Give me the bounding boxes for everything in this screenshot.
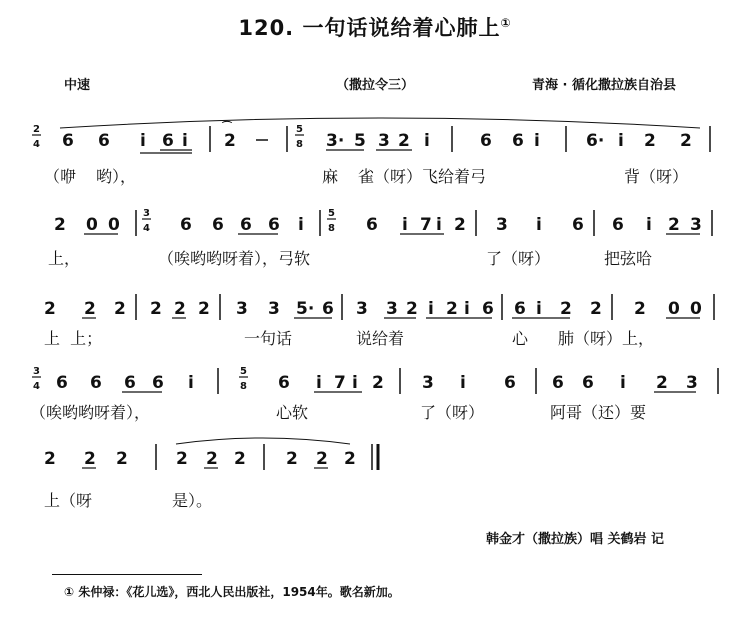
svg-text:6: 6 [240, 215, 252, 235]
tempo-marking: 中速 [64, 78, 91, 93]
lyric-row-3 [0, 326, 750, 348]
footnote-marker: ① [500, 16, 512, 30]
lyric-word: 麻 [322, 167, 339, 186]
svg-text:5: 5 [240, 366, 247, 377]
svg-text:3·: 3· [326, 131, 345, 151]
lyric-word: 说给着 [356, 329, 405, 348]
svg-text:6: 6 [162, 131, 174, 151]
notation-row-3-svg [0, 286, 750, 326]
svg-text:0: 0 [86, 215, 98, 235]
svg-text:i: i [428, 299, 434, 319]
svg-text:6: 6 [480, 131, 492, 151]
svg-text:3: 3 [33, 366, 40, 377]
svg-text:3: 3 [690, 215, 702, 235]
svg-text:7: 7 [420, 215, 432, 235]
lyric-word: 上， [48, 249, 81, 268]
svg-text:5·: 5· [296, 299, 315, 319]
svg-text:6: 6 [514, 299, 526, 319]
svg-text:6: 6 [180, 215, 192, 235]
svg-text:8: 8 [296, 139, 303, 150]
svg-text:⌒: ⌒ [222, 122, 232, 133]
notation-row-1 [0, 118, 750, 158]
tune-name: （撒拉令三） [336, 78, 415, 93]
svg-text:2: 2 [644, 131, 656, 151]
svg-text:5: 5 [328, 208, 335, 219]
svg-text:i: i [618, 131, 624, 151]
svg-text:i: i [316, 373, 322, 393]
svg-text:6: 6 [62, 131, 74, 151]
song-title [0, 12, 750, 42]
svg-text:6: 6 [366, 215, 378, 235]
svg-text:3: 3 [143, 208, 150, 219]
svg-text:3: 3 [386, 299, 398, 319]
svg-text:3: 3 [422, 373, 434, 393]
svg-text:2: 2 [406, 299, 418, 319]
svg-text:6: 6 [56, 373, 68, 393]
notation-row-2 [0, 202, 750, 242]
svg-text:6: 6 [482, 299, 494, 319]
lyric-word: 心 [512, 329, 529, 348]
svg-text:2: 2 [234, 449, 246, 469]
lyric-word: 一句话 [244, 329, 293, 348]
song-title-text: 120. 一句话说给着心肺上 [238, 16, 501, 40]
svg-text:i: i [536, 215, 542, 235]
svg-text:i: i [402, 215, 408, 235]
svg-text:5: 5 [354, 131, 366, 151]
footnote-divider [52, 574, 202, 575]
svg-text:0: 0 [108, 215, 120, 235]
svg-text:7: 7 [334, 373, 346, 393]
lyric-row-5 [0, 488, 750, 510]
notation-row-3 [0, 286, 750, 326]
svg-text:i: i [620, 373, 626, 393]
svg-text:2: 2 [150, 299, 162, 319]
lyric-word: 肺（呀）上， [558, 329, 655, 348]
lyric-word: 背（呀） [624, 167, 689, 186]
lyric-word: 上（呀 [44, 491, 93, 510]
lyric-word: 把弦哈 [604, 249, 653, 268]
svg-text:3: 3 [356, 299, 368, 319]
svg-text:3: 3 [686, 373, 698, 393]
lyric-row-1 [0, 164, 750, 186]
svg-text:2: 2 [560, 299, 572, 319]
svg-text:2: 2 [398, 131, 410, 151]
svg-text:i: i [534, 131, 540, 151]
svg-text:2: 2 [446, 299, 458, 319]
svg-text:3: 3 [268, 299, 280, 319]
svg-text:4: 4 [143, 223, 150, 234]
svg-text:i: i [298, 215, 304, 235]
svg-text:4: 4 [33, 139, 40, 150]
lyric-word: 阿哥（还）要 [550, 403, 647, 422]
svg-text:i: i [646, 215, 652, 235]
svg-text:i: i [140, 131, 146, 151]
svg-text:3: 3 [236, 299, 248, 319]
svg-text:6·: 6· [586, 131, 605, 151]
svg-text:2: 2 [116, 449, 128, 469]
svg-text:2: 2 [84, 299, 96, 319]
svg-text:i: i [460, 373, 466, 393]
svg-text:6: 6 [504, 373, 516, 393]
svg-text:6: 6 [90, 373, 102, 393]
svg-text:6: 6 [152, 373, 164, 393]
svg-text:2: 2 [680, 131, 692, 151]
svg-text:6: 6 [268, 215, 280, 235]
region-label: 青海 · 循化撒拉族自治县 [532, 78, 676, 93]
svg-text:2: 2 [44, 449, 56, 469]
svg-text:2: 2 [54, 215, 66, 235]
footnote-text: ① 朱仲禄：《花儿选》，西北人民出版社，1954年。歌名新加。 [64, 585, 400, 599]
svg-text:2: 2 [668, 215, 680, 235]
notation-row-4-svg [0, 360, 750, 400]
svg-text:i: i [536, 299, 542, 319]
svg-text:2: 2 [656, 373, 668, 393]
svg-text:i: i [182, 131, 188, 151]
notation-row-5-svg [0, 436, 750, 476]
svg-text:4: 4 [33, 381, 40, 392]
svg-text:2: 2 [176, 449, 188, 469]
svg-text:3: 3 [496, 215, 508, 235]
svg-text:2: 2 [33, 124, 40, 135]
svg-text:6: 6 [212, 215, 224, 235]
svg-text:6: 6 [278, 373, 290, 393]
svg-text:i: i [188, 373, 194, 393]
svg-text:2: 2 [316, 449, 328, 469]
svg-text:2: 2 [286, 449, 298, 469]
svg-text:2: 2 [590, 299, 602, 319]
svg-text:6: 6 [552, 373, 564, 393]
lyric-word: （咿 [44, 167, 77, 186]
lyric-word: （唉哟哟呀着）， [30, 403, 151, 422]
svg-text:i: i [424, 131, 430, 151]
lyric-word: 心软 [276, 403, 309, 422]
svg-text:i: i [464, 299, 470, 319]
svg-text:8: 8 [240, 381, 247, 392]
svg-text:2: 2 [454, 215, 466, 235]
lyric-row-2 [0, 246, 750, 268]
svg-text:6: 6 [572, 215, 584, 235]
lyric-word: 哟）， [96, 167, 137, 186]
lyric-row-4 [0, 400, 750, 422]
svg-text:2: 2 [44, 299, 56, 319]
svg-text:2: 2 [84, 449, 96, 469]
svg-text:6: 6 [512, 131, 524, 151]
lyric-word: （唉哟哟呀着），弓软 [158, 249, 311, 268]
notation-row-4 [0, 360, 750, 400]
svg-text:6: 6 [612, 215, 624, 235]
svg-text:2: 2 [372, 373, 384, 393]
svg-text:i: i [352, 373, 358, 393]
svg-text:3: 3 [378, 131, 390, 151]
lyric-word: 上 上； [44, 329, 103, 348]
notation-row-2-svg [0, 202, 750, 242]
svg-text:2: 2 [174, 299, 186, 319]
lyric-word: 是）。 [172, 491, 213, 510]
svg-text:2: 2 [198, 299, 210, 319]
lyric-word: 了（呀） [420, 403, 485, 422]
notation-row-5 [0, 436, 750, 476]
svg-text:6: 6 [322, 299, 334, 319]
svg-text:6: 6 [582, 373, 594, 393]
svg-text:2: 2 [114, 299, 126, 319]
performer-credit: 韩金才（撒拉族）唱 关鹤岩 记 [486, 532, 665, 547]
svg-text:5: 5 [296, 124, 303, 135]
notation-row-1-svg [0, 118, 750, 158]
svg-text:2: 2 [634, 299, 646, 319]
svg-text:6: 6 [124, 373, 136, 393]
svg-text:0: 0 [668, 299, 680, 319]
lyric-word: 雀（呀）飞给着弓 [358, 167, 487, 186]
lyric-word: 了（呀） [486, 249, 551, 268]
svg-text:2: 2 [344, 449, 356, 469]
svg-text:i: i [436, 215, 442, 235]
svg-text:2: 2 [206, 449, 218, 469]
svg-text:2: 2 [224, 131, 236, 151]
svg-text:0: 0 [690, 299, 702, 319]
svg-text:8: 8 [328, 223, 335, 234]
svg-text:6: 6 [98, 131, 110, 151]
